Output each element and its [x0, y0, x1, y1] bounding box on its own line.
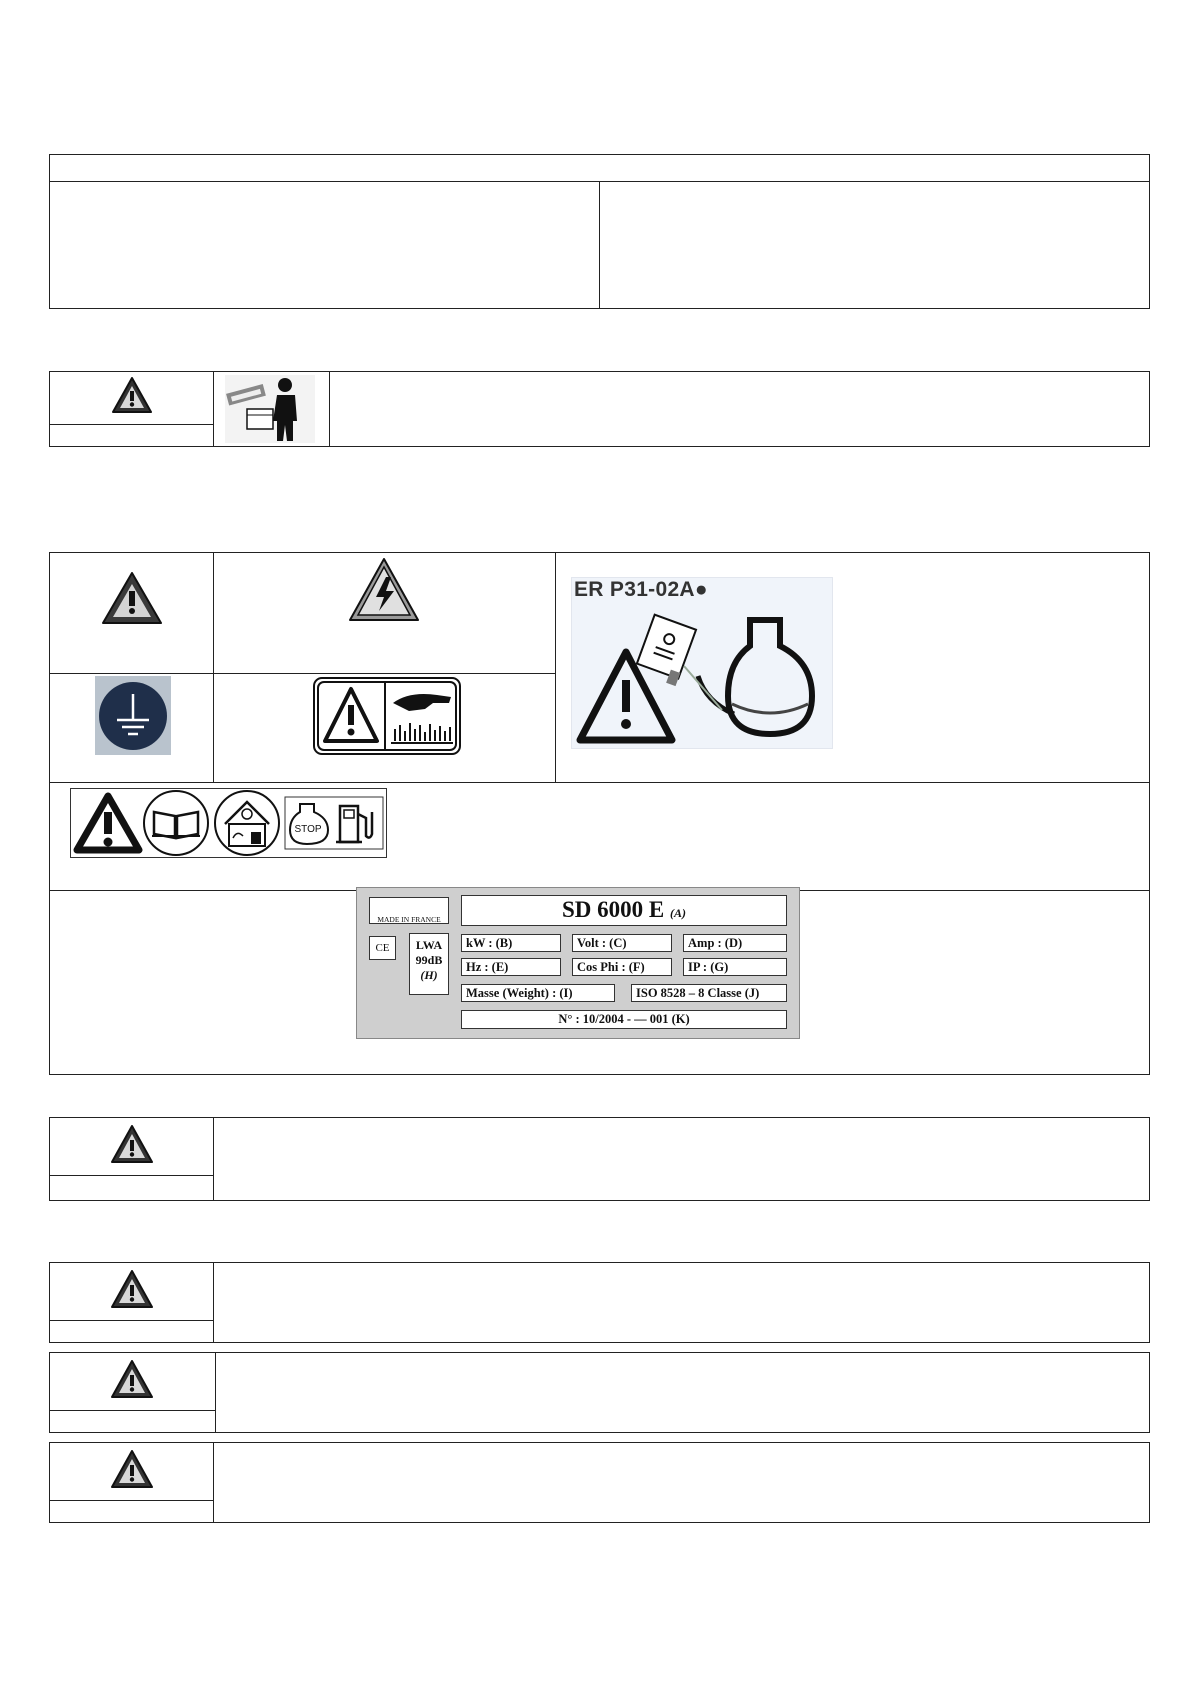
- cos-phi-field: Cos Phi : (F): [572, 958, 672, 976]
- warning-icon: [111, 376, 153, 414]
- model-name: SD 6000 E: [562, 897, 665, 922]
- kw-field: kW : (B): [461, 934, 561, 952]
- person-carrying-box-icon: [225, 375, 315, 443]
- made-in-label: MADE IN FRANCE: [369, 897, 449, 924]
- serial-field: N° : 10/2004 - — 001 (K): [461, 1010, 787, 1029]
- amp-field: Amp : (D): [683, 934, 787, 952]
- hot-surface-icon: [313, 677, 461, 755]
- warning-icon: [110, 1449, 154, 1489]
- ce-mark: CE: [369, 936, 396, 960]
- iso-field: ISO 8528 – 8 Classe (J): [631, 984, 787, 1002]
- volt-field: Volt : (C): [572, 934, 672, 952]
- rating-plate: [356, 887, 800, 1039]
- warning-icon: [110, 1359, 154, 1399]
- hz-field: Hz : (E): [461, 958, 561, 976]
- warning-row-4: [49, 1442, 1150, 1523]
- sound-power-box: [409, 933, 449, 995]
- model-ref: (A): [670, 906, 686, 920]
- ground-earth-icon: [95, 676, 171, 755]
- warning-icon: [100, 570, 164, 626]
- warning-row-2: [49, 1262, 1150, 1343]
- warning-handling-row: [49, 371, 1150, 447]
- lwa-label: LWA: [415, 938, 443, 952]
- warning-icon: [73, 792, 143, 854]
- fuel-pump-icon: [334, 800, 378, 846]
- warning-icon: [110, 1124, 154, 1164]
- oil-warning-graphic: [574, 610, 830, 748]
- read-manual-icon: [142, 790, 210, 856]
- engine-oil-label-code: ER P31-02A●: [574, 578, 708, 601]
- warning-icon: [110, 1269, 154, 1309]
- masse-field: Masse (Weight) : (I): [461, 984, 615, 1002]
- warning-row-3: [49, 1352, 1150, 1433]
- lwa-value: 99dB: [415, 953, 443, 967]
- no-indoor-exhaust-icon: [213, 790, 281, 856]
- ip-field: IP : (G): [683, 958, 787, 976]
- warning-row-1: [49, 1117, 1150, 1201]
- lwa-ref: (H): [420, 968, 438, 982]
- high-voltage-icon: [348, 557, 420, 623]
- table-header-block: [49, 154, 1150, 309]
- model-field: [461, 895, 787, 926]
- stop-text: STOP: [294, 824, 322, 835]
